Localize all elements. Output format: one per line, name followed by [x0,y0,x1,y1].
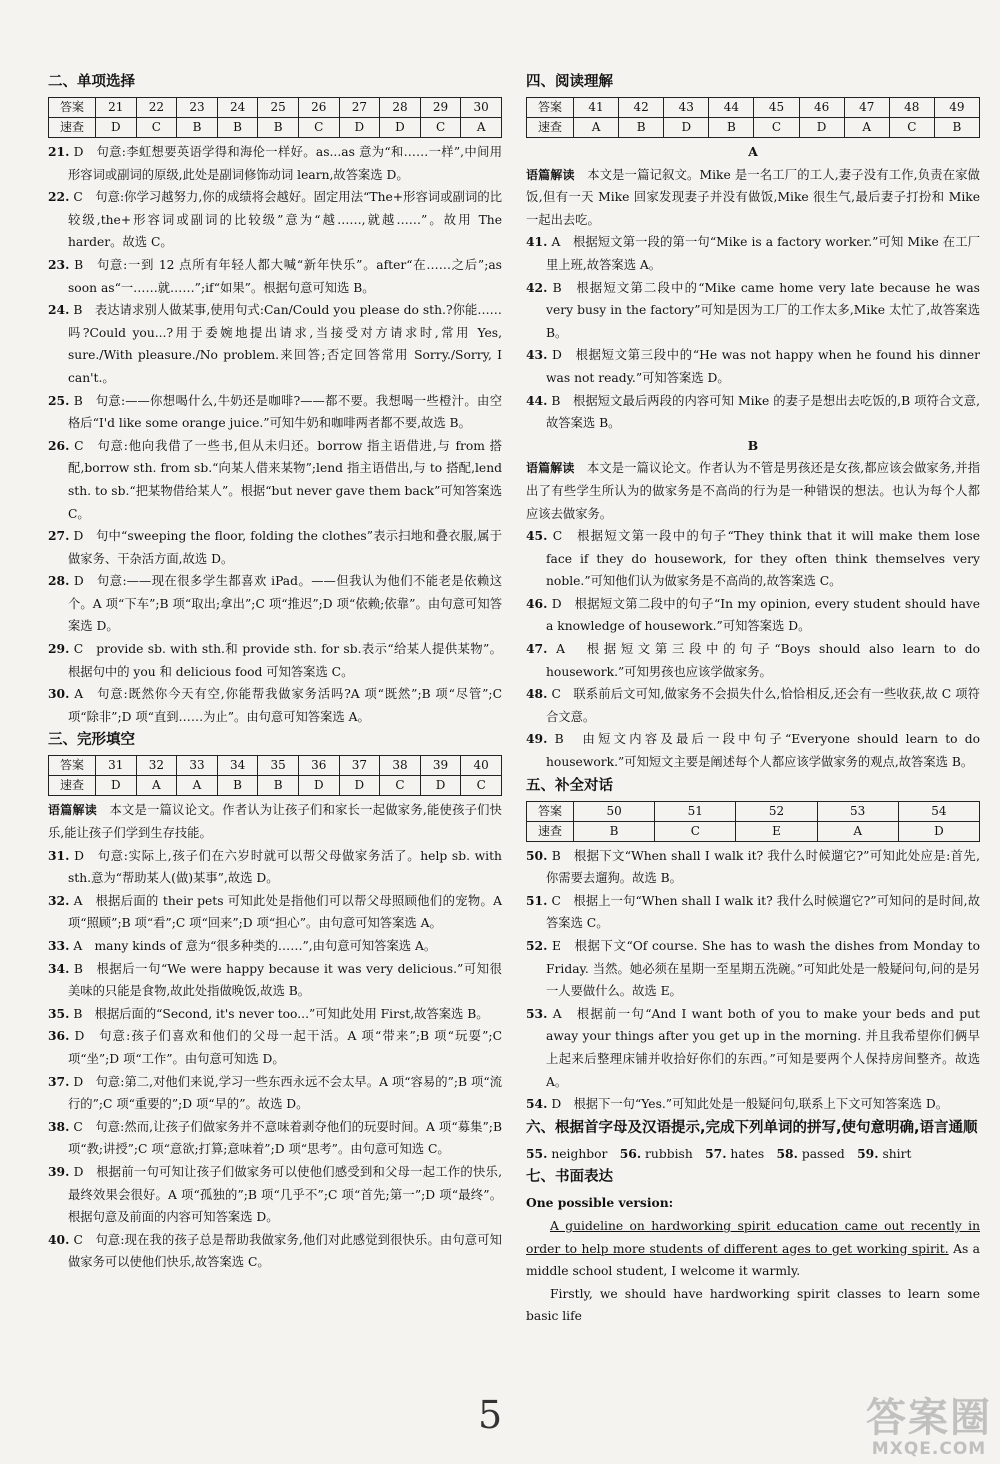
answer-cell: C [754,118,799,138]
word-answer: shirt [882,1146,912,1161]
question-number: 31 [96,756,137,776]
explanation-item [48,141,502,186]
item-number: 30. [48,686,70,702]
watermark-url: MXQE.COM [871,1439,987,1459]
question-number: 53 [817,801,898,821]
item-text: C 句意:你学习越努力,你的成绩将会越好。固定用法“The+形容词或副词的比较级,the+形容词或副词的比较级”意为“越……,就越……”。故用 The harder。故选 C。 [68,190,502,250]
item-text: D 根据短文第三段中的“He was not happy when he found his dinner was not ready.”可知答案选 D。 [546,348,980,385]
question-number: 47 [844,98,889,118]
item-number: 38. [48,1118,70,1134]
item-number: 52. [526,938,548,953]
answer-cell: A [461,118,502,138]
item-number: 41. [526,234,548,250]
explanation-item [48,1071,502,1116]
answer-cell: B [217,776,258,796]
version-label: One possible version: [526,1195,674,1211]
explanation-item [526,231,980,276]
item-number: 24. [48,302,70,318]
answer-cell: D [96,118,137,138]
item-text: C 联系前后文可知,做家务不会损失什么,恰恰相反,还会有一些收获,故 C 项符合文意。 [546,687,980,724]
passage-a-intro [526,164,980,232]
question-number: 22 [136,98,177,118]
table-header-answer: 答案 [527,801,574,821]
question-number: 24 [217,98,258,118]
table-row-numbers [49,756,502,776]
explanation-item [526,1093,980,1116]
item-text: A 根据前一句“And I want both of you to make your beds and put away your things after you get up in the morning. 并且我希望你们俩早上起来后整理床铺并收拾好你们的东西。”可知是要两个人保持房间整齐。故选 A。 [546,1006,980,1089]
intro-text: 本文是一篇议论文。作者认为不管是男孩还是女孩,都应该会做家务,并指出了有些学生所认为的做家务是不高尚的行为是一种错误的想法。也认为每个人都应该去做家务。 [526,461,980,521]
question-number: 30 [461,98,502,118]
table-header-quick-check: 速查 [49,118,96,138]
item-text: D 根据下一句“Yes.”可知此处是一般疑问句,联系上下文可知答案选 D。 [551,1097,948,1112]
question-number: 38 [380,756,421,776]
word-number: 59. [857,1145,879,1161]
item-number: 25. [48,392,70,408]
explanation-item [48,1003,502,1026]
answer-cell: B [619,118,664,138]
item-number: 27. [48,528,70,544]
explanation-item [526,890,980,935]
answer-cell: D [339,776,380,796]
explanation-item [48,254,502,299]
item-text: B 表达请求别人做某事,使用句式:Can/Could you please do sth.?你能……吗?Could you...?用于委婉地提出请求,当接受对方请求时,常用 Yes, sure./With pleasure./No problem.来回答;否定回答常用 Sorry./Sorry, I can't.。 [68,303,502,385]
table-header-quick-check: 速查 [49,776,96,796]
table-row-answers [527,118,980,138]
question-number: 35 [258,756,299,776]
item-number: 33. [48,938,70,953]
item-number: 35. [48,1005,70,1021]
explanation-item [526,1003,980,1093]
item-text: D 根据前一句可知让孩子们做家务可以使他们感受到和父母一起工作的快乐,最终效果会很好。A 项“孤独的”;B 项“几乎不”;C 项“首先;第一”;D 项“最终”。根据句意及前面的内容可知答案选 D。 [68,1164,502,1225]
section-title-writing: 七、书面表达 [526,1169,613,1186]
page-number: 5 [478,1393,503,1437]
item-text: D 句意:李虹想要英语学得和海伦一样好。as...as 意为“和……一样”,中间用形容词或副词的原级,此处是副词修饰动词 learn,故答案选 D。 [68,145,502,182]
item-number: 21. [48,144,70,159]
intro-text: 本文是一篇议论文。作者认为让孩子们和家长一起做家务,能使孩子们快乐,能让孩子们学到生存技能。 [48,803,502,841]
explanation-item [48,958,502,1003]
question-number: 52 [736,801,817,821]
explanation-item [48,1229,502,1274]
explanation-item [48,186,502,254]
explanation-item [48,1161,502,1229]
table-row-numbers [49,98,502,118]
item-number: 44. [526,392,548,408]
item-text: D 句意:——现在很多学生都喜欢 iPad。——但我认为他们不能老是依赖这个。A 项“下车”;B 项“取出;拿出”;C 项“推迟”;D 项“依赖;依靠”。由句意可知答案选 D。 [68,574,502,634]
answer-cell: B [709,118,754,138]
answer-cell: A [844,118,889,138]
word-answer: neighbor [551,1146,608,1161]
explanation-item [48,890,502,935]
essay-sentence: As a middle school student, I welcome it warmly. [526,1241,980,1279]
section-title-dialogue: 五、补全对话 [526,777,613,794]
table-row-answers [49,118,502,138]
explanation-item [526,593,980,638]
section-title-spelling: 六、根据首字母及汉语提示,完成下列单词的拼写,使句意明确,语言通顺 [526,1119,978,1136]
right-column [526,70,980,1328]
passage-b-intro [526,457,980,525]
explanation-item [48,638,502,683]
table-row-answers [527,821,980,841]
answer-cell: D [380,118,421,138]
question-number: 41 [574,98,619,118]
question-number: 40 [461,756,502,776]
answer-table-31-40 [48,755,502,796]
item-text: A 根据后面的 their pets 可知此处是指他们可以帮父母照顾他们的宠物。A 项“照顾”;B 项“看”;C 项“回来”;D 项“担心”。由句意可知答案选 A。 [68,893,502,931]
item-text: D 句意:孩子们喜欢和他们的父母一起干活。A 项“带来”;B 项“玩耍”;C 项“坐”;D 项“工作”。由句意可知选 D。 [68,1029,502,1066]
item-text: A many kinds of 意为“很多种类的……”,由句意可知答案选 A。 [73,939,437,953]
item-number: 40. [48,1231,70,1247]
explanation-item [48,390,502,435]
question-number: 33 [177,756,218,776]
answer-cell: D [664,118,709,138]
explanation-item [526,683,980,728]
answer-cell: B [934,118,979,138]
item-text: A 根据短文第一段的第一句“Mike is a factory worker.”可知 Mike 在工厂里上班,故答案选 A。 [546,235,980,272]
explanation-item [48,1116,502,1161]
question-number: 29 [420,98,461,118]
table-header-answer: 答案 [527,98,574,118]
cloze-intro [48,799,502,844]
table-row-answers [49,776,502,796]
item-number: 43. [526,347,548,363]
question-number: 54 [898,801,979,821]
item-number: 32. [48,892,70,908]
answer-cell: C [461,776,502,796]
answer-cell: C [380,776,421,796]
answer-cell: B [258,118,299,138]
section-title-reading: 四、阅读理解 [526,74,613,90]
question-number: 37 [339,756,380,776]
item-text: C 句意:他向我借了一些书,但从未归还。borrow 指主语借进,与 from 搭配,borrow sth. from sb.“向某人借来某物”;lend 指主语借出,与 to 搭配,lend sth. to sb.“把某物借给某人”。根据“but never gave them back”可知答案选 C。 [68,438,502,521]
item-text: B 根据短文第二段中的“Mike came home very late because he was very busy in the factory”可知是因为工厂的工作太多,Mike 太忙了,故答案选 B。 [546,280,980,340]
question-number: 28 [380,98,421,118]
passage-b-heading: B [747,437,759,453]
item-number: 49. [526,731,548,747]
answer-cell: C [889,118,934,138]
essay-paragraph-2: Firstly, we should have hardworking spirit classes to learn some basic life [526,1286,980,1324]
answer-cell: B [258,776,299,796]
answer-cell: C [136,118,177,138]
item-text: E 根据下文“Of course. She has to wash the dishes from Monday to Friday. 当然。她必须在星期一至星期五洗碗。”可知此处是一般疑问句,问的是另一人要做什么。故选 E。 [546,939,980,999]
item-text: C 根据上一句“When shall I walk it? 我什么时候遛它?”可知问的是时间,故答案选 C。 [546,893,980,931]
answer-cell: C [420,118,461,138]
word-answer: rubbish [645,1146,693,1161]
explanation-item [48,1025,502,1070]
explanation-item [526,935,980,1003]
answer-cell: A [817,821,898,841]
essay-paragraph-1 [526,1215,980,1283]
spelling-answers [526,1143,980,1166]
answer-cell: D [298,776,339,796]
question-number: 49 [934,98,979,118]
item-number: 51. [526,892,548,908]
item-number: 42. [526,279,548,295]
answer-cell: D [339,118,380,138]
watermark-logo-text: 答案圈 [866,1395,992,1441]
cloze-explanations [48,845,502,1274]
question-number: 46 [799,98,844,118]
answer-cell: D [420,776,461,796]
question-number: 32 [136,756,177,776]
answer-table-21-30 [48,97,502,138]
item-text: C 句意:然而,让孩子们做家务并不意味着剥夺他们的玩耍时间。A 项“募集”;B 项“教;讲授”;C 项“意欲;打算;意味着”;D 项“思考”。由句意可知选 C。 [68,1119,502,1157]
section-title-cloze: 三、完形填空 [48,732,135,749]
left-column [48,70,502,1274]
question-number: 48 [889,98,934,118]
item-text: D 句意:第二,对他们来说,学习一些东西永远不会太早。A 项“容易的”;B 项“流行的”;C 项“重要的”;D 项“早的”。故选 D。 [68,1074,502,1112]
question-number: 36 [298,756,339,776]
item-text: B 由短文内容及最后一段中句子“Everyone should learn to do housework.”可知短文主要是阐述每个人都应该学做家务的观点,故答案选 B。 [546,732,980,770]
question-number: 51 [655,801,736,821]
table-header-quick-check: 速查 [527,118,574,138]
question-number: 34 [217,756,258,776]
item-text: D 句中“sweeping the floor, folding the clothes”表示扫地和叠衣服,属于做家务、干杂活方面,故选 D。 [68,529,502,566]
explanation-item [526,390,980,435]
answer-table-41-49 [526,97,980,138]
explanation-item [526,344,980,389]
item-number: 29. [48,641,70,657]
question-number: 26 [298,98,339,118]
question-number: 43 [664,98,709,118]
word-number: 56. [619,1145,642,1161]
question-number: 45 [754,98,799,118]
item-text: B 根据后一句“We were happy because it was very delicious.”可知很美味的只能是食物,故此处指做晚饭,故选 B。 [68,961,502,999]
dialogue-explanations [526,845,980,1116]
question-number: 50 [574,801,655,821]
word-answer: hates [730,1146,765,1161]
question-number: 25 [258,98,299,118]
answer-cell: D [898,821,979,841]
item-text: B 根据短文最后两段的内容可知 Mike 的妻子是想出去吃饭的,B 项符合文意,故答案选 B。 [546,393,980,431]
table-row-numbers [527,801,980,821]
item-text: B 句意:——你想喝什么,牛奶还是咖啡?——都不要。我想喝一些橙汁。由空格后“I'd like some orange juice.”可知牛奶和咖啡两者都不要,故选 B。 [68,393,502,431]
question-number: 21 [96,98,137,118]
item-number: 45. [526,528,548,544]
word-answer: passed [801,1146,845,1161]
answer-cell: D [799,118,844,138]
item-number: 47. [526,641,548,657]
answer-cell: C [655,821,736,841]
answer-cell: A [136,776,177,796]
item-number: 26. [48,437,70,453]
question-number: 42 [619,98,664,118]
item-text: A 句意:既然你今天有空,你能帮我做家务活吗?A 项“既然”;B 项“尽管”;C 项“除非”;D 项“直到……为止”。由句意可知答案选 A。 [68,687,502,724]
single-choice-explanations [48,141,502,728]
item-text: B 句意:一到 12 点所有年轻人都大喊“新年快乐”。after“在……之后”;as soon as“一……就……”;if“如果”。根据句意可知选 B。 [68,257,502,295]
explanation-item [48,845,502,890]
item-number: 53. [526,1005,548,1021]
answer-cell: D [96,776,137,796]
item-number: 36. [48,1028,70,1044]
word-number: 55. [526,1145,548,1161]
passage-a-heading: A [748,144,758,159]
reading-a-explanations [526,231,980,434]
question-number: 44 [709,98,754,118]
explanation-item [526,638,980,683]
explanation-item [48,683,502,728]
section-title-single-choice: 二、单项选择 [48,74,135,90]
word-number: 58. [776,1145,798,1161]
watermark-logo [866,1396,992,1458]
reading-b-explanations [526,525,980,774]
word-number: 57. [705,1145,727,1161]
explanation-item [526,845,980,890]
item-number: 54. [526,1096,548,1112]
item-number: 28. [48,573,70,589]
answer-cell: A [574,118,619,138]
table-row-numbers [527,98,980,118]
explanation-item [48,570,502,638]
item-text: C provide sb. with sth.和 provide sth. for sb.表示“给某人提供某物”。根据句中的 you 和 delicious food 可知答案选 C。 [68,642,502,679]
item-number: 46. [526,595,548,611]
item-text: C 句意:现在我的孩子总是帮助我做家务,他们对此感觉到很快乐。由句意可知做家务可以使他们快乐,故答案选 C。 [68,1232,502,1270]
table-header-answer: 答案 [49,98,96,118]
explanation-item [526,728,980,773]
answer-cell: C [298,118,339,138]
explanation-item [526,277,980,345]
table-header-quick-check: 速查 [527,821,574,841]
question-number: 27 [339,98,380,118]
item-number: 23. [48,256,70,272]
explanation-item [48,935,502,958]
item-number: 34. [48,960,70,976]
intro-text: 本文是一篇记叙文。Mike 是一名工厂的工人,妻子没有工作,负责在家做饭,但有一天 Mike 回家发现妻子并没有做饭,Mike 很生气,最后妻子打扮和 Mike 一起出去吃。 [526,167,980,227]
explanation-item [526,525,980,593]
item-text: A 根据短文第三段中的句子“Boys should also learn to do housework.”可知男孩也应该学做家务。 [546,642,980,679]
item-number: 39. [48,1163,70,1179]
answer-cell: B [177,118,218,138]
item-text: D 句意:实际上,孩子们在六岁时就可以帮父母做家务活了。help sb. with sth.意为“帮助某人(做)某事”,故选 D。 [68,848,502,886]
answer-table-50-54 [526,801,980,842]
answer-cell: E [736,821,817,841]
answer-cell: A [177,776,218,796]
explanation-item [48,299,502,389]
item-number: 50. [526,847,548,863]
item-text: B 根据下文“When shall I walk it? 我什么时候遛它?”可知此处应是:首先,你需要去遛狗。故选 B。 [546,848,980,886]
item-number: 48. [526,686,548,702]
item-number: 22. [48,189,70,205]
answer-cell: B [574,821,655,841]
question-number: 39 [420,756,461,776]
item-text: C 根据短文第一段中的句子“They think that it will make them lose face if they do housework, for they often think themselves very noble.”可知他们认为做家务是不高尚的,故答案选 C。 [546,529,980,589]
question-number: 23 [177,98,218,118]
intro-label: 语篇解读 [526,461,575,476]
essay-underlined-sentence: A guideline on hardworking spirit education came out recently in order to help more students of different ages to get working spirit. [526,1218,980,1256]
intro-label: 语篇解读 [48,803,97,818]
table-header-answer: 答案 [49,756,96,776]
item-text: B 根据后面的“Second, it's never too...”可知此处用 First,故答案选 B。 [73,1006,489,1021]
explanation-item [48,435,502,525]
intro-label: 语篇解读 [526,167,575,182]
item-text: D 根据短文第二段中的句子“In my opinion, every student should have a knowledge of housework.”可知答案选 D。 [546,596,980,634]
item-number: 37. [48,1073,70,1089]
answer-cell: B [217,118,258,138]
item-number: 31. [48,847,70,863]
explanation-item [48,525,502,570]
